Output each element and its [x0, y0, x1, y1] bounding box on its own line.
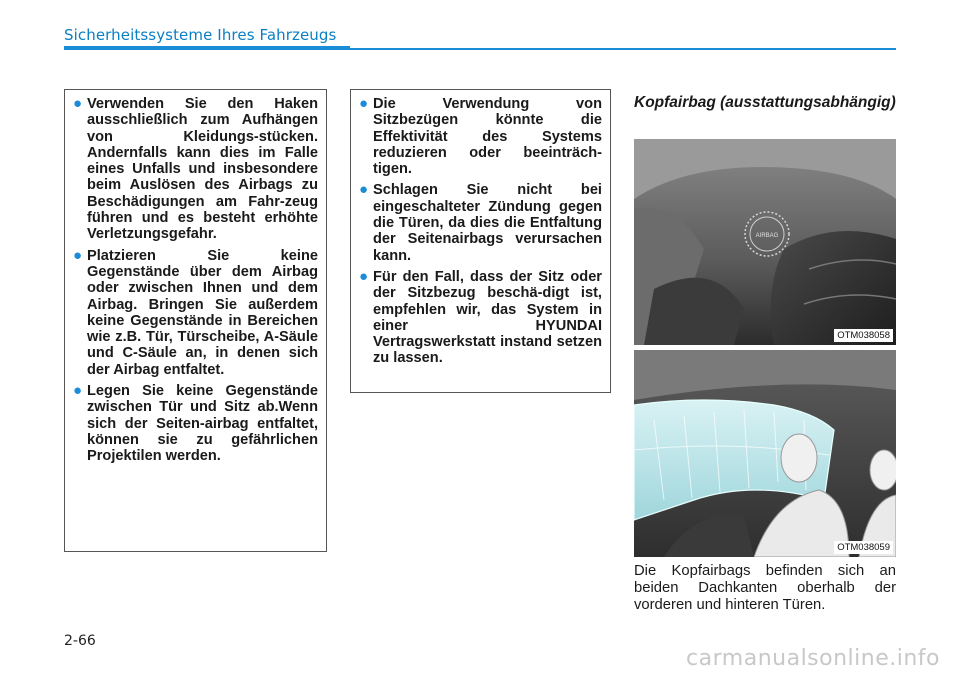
list-item-text: Schlagen Sie nicht bei eingeschalteter Zündung gegen die Türen, da dies die Entfaltung der Seitenairbags verursachen kann.	[373, 182, 602, 264]
curtain-airbag-illustration	[634, 350, 896, 557]
bullet-icon: ●	[73, 246, 83, 264]
list-item-text: Verwenden Sie den Haken ausschließlich zum Aufhängen von Kleidungs-stücken. Andernfalls kann dies im Falle eines Unfalls und insbesondere beim Auslösen des Airbags zu Beschädigungen am Fahr-zeug führen und es besteht erhöhte Verletzungsgefahr.	[87, 96, 318, 243]
airbag-emblem-label: AIRBAG	[755, 233, 779, 239]
figure-code: OTM038059	[834, 541, 893, 554]
headliner-illustration	[634, 139, 896, 345]
list-item	[73, 95, 318, 243]
curtain-airbag-photo	[634, 350, 896, 557]
list-item	[73, 382, 318, 465]
warning-box-left	[64, 89, 327, 552]
bullet-icon: ●	[73, 382, 83, 400]
figure-code: OTM038058	[834, 329, 893, 342]
section-heading: Kopfairbag (ausstattungsabhängig)	[634, 94, 896, 111]
body-paragraph: Die Kopfairbags befinden sich an beiden Dachkanten oberhalb der vorderen und hinteren Türen.	[634, 563, 896, 613]
list-item-text: Legen Sie keine Gegenstände zwischen Tür und Sitz ab.Wenn sich der Seiten-airbag entfaltet, können sie zu gefährlichen Projektilen werden.	[87, 383, 318, 465]
headliner-airbag-photo	[634, 139, 896, 345]
bullet-icon: ●	[359, 181, 369, 199]
header-rule-accent	[64, 46, 350, 50]
list-item	[359, 181, 602, 264]
bullet-icon: ●	[359, 95, 369, 112]
list-item-text: Platzieren Sie keine Gegenstände über dem Airbag oder zwischen Ihnen und dem Airbag. Bringen Sie außerdem keine Gegenstände in Bereichen wie z.B. Tür, Türscheibe, A-Säule und C-Säule an, in denen sich der Airbag entfaltet.	[87, 247, 318, 378]
list-item	[73, 246, 318, 378]
list-item	[359, 267, 602, 367]
page-number: 2-66	[64, 633, 96, 649]
list-item	[359, 95, 602, 178]
bullet-icon: ●	[359, 267, 369, 285]
section-title: Sicherheitssysteme Ihres Fahrzeugs	[64, 26, 337, 44]
list-item-text: Für den Fall, dass der Sitz oder der Sitzbezug beschä-digt ist, empfehlen wir, das System in einer HYUNDAI Vertragswerkstatt instand setzen zu lassen.	[373, 268, 602, 367]
list-item-text: Die Verwendung von Sitzbezügen könnte die Effektivität des Systems reduzieren oder beeinträch-tigen.	[373, 96, 602, 178]
watermark: carmanualsonline.info	[686, 646, 940, 671]
warning-box-middle	[350, 89, 611, 393]
bullet-icon: ●	[73, 95, 83, 112]
